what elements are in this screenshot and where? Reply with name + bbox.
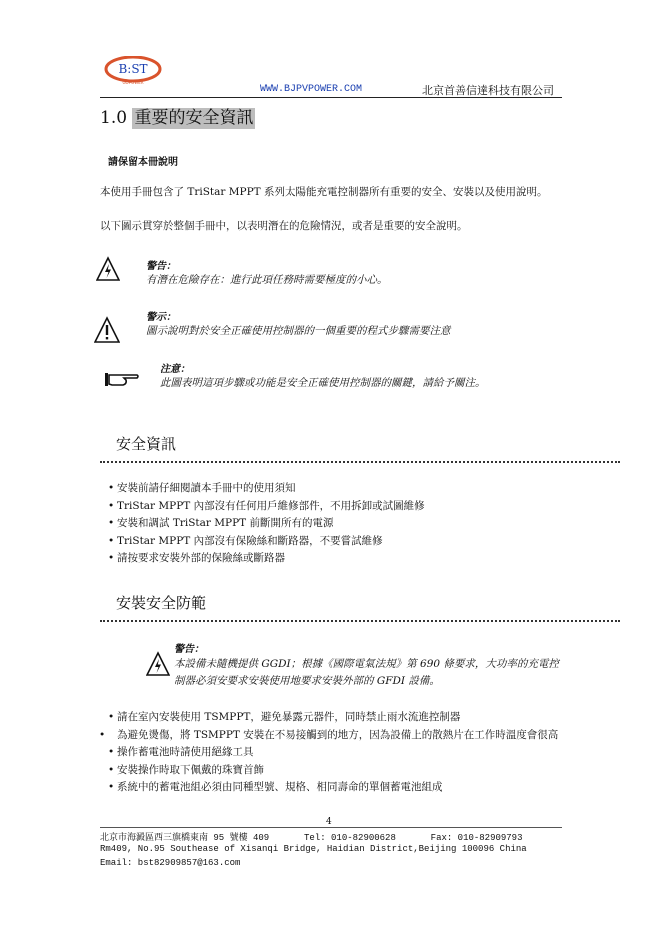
list-item: • 請按要求安裝外部的保險絲或斷路器 [108, 552, 285, 564]
lightning-warning-icon [146, 651, 170, 677]
footer-email[interactable]: Email: bst82909857@163.com [100, 858, 241, 868]
list-item-text: 系統中的蓄電池組必須由同種型號、規格、相同壽命的單個蓄電池組成 [117, 781, 443, 793]
list-item-text: 請在室內安裝使用 TSMPPT，避免暴露元器件，同時禁止雨水流進控制器 [117, 711, 461, 723]
list-item: • 系統中的蓄電池組必須由同種型號、規格、相同壽命的單個蓄電池組成 [108, 781, 443, 793]
warning-title: 警告： [146, 261, 176, 272]
list-item: • TriStar MPPT 內部沒有任何用戶維修部件，不用拆卸或試圖維修 [108, 499, 425, 512]
footer-tel: Tel: 010-82900628 [304, 833, 396, 843]
title-number: 1.0 [100, 108, 128, 128]
list-item-text: 安裝前請仔細閱讀本手冊中的使用須知 [117, 482, 296, 494]
page-title [100, 103, 255, 128]
install-heading: 安裝安全防範 [116, 594, 207, 612]
list-item: • TriStar MPPT 內部沒有保險絲和斷路器，不要嘗試維修 [108, 534, 383, 547]
list-item-text: 請按要求安裝外部的保險絲或斷路器 [117, 552, 285, 564]
svg-text:GOPOWER: GOPOWER [122, 80, 144, 85]
safety-list [108, 480, 425, 568]
footer-fax: Fax: 010-82909793 [430, 833, 523, 843]
list-item-text: 安裝和調試 TriStar MPPT 前斷開所有的電源 [117, 517, 334, 529]
page-number: 4 [326, 817, 332, 827]
note-text: 此圖表明這項步驟或功能是安全正確使用控制器的關鍵，請給予關注。 [160, 377, 486, 389]
list-item: • 安裝前請仔細閱讀本手冊中的使用須知 [108, 482, 296, 494]
install-warning-title: 警告： [174, 644, 204, 655]
list-item-text: 安裝操作時取下佩戴的珠寶首飾 [117, 763, 264, 776]
website-link[interactable]: WWW.BJPVPOWER.COM [260, 84, 363, 95]
list-item: • 請在室內安裝使用 TSMPPT，避免暴露元器件，同時禁止雨水流進控制器 [108, 711, 461, 723]
note-title: 注意： [160, 364, 190, 375]
footer-divider [100, 827, 562, 828]
list-item: • 為避免燙傷，將 TSMPPT 安裝在不易接觸到的地方，因為設備上的散熱片在工作時溫度會很高 [99, 728, 559, 741]
safety-heading: 安全資訊 [116, 435, 177, 453]
list-item: • 安裝操作時取下佩戴的珠寶首飾 [108, 763, 264, 776]
warning-text: 有潛在危險存在：進行此項任務時需要極度的小心。 [146, 274, 388, 286]
company-logo [104, 56, 162, 86]
title-text: 重要的安全資訊 [134, 108, 254, 128]
list-item-text: 為避免燙傷，將 TSMPPT 安裝在不易接觸到的地方，因為設備上的散熱片在工作時溫度會很高 [117, 728, 559, 741]
caution-exclamation-icon [94, 316, 120, 344]
footer-address-en: Rm409, No.95 Southease of Xisanqi Bridge, Haidian District,Beijing 100096 China [100, 844, 527, 854]
caution-text: 圖示說明對於安全正確使用控制器的一個重要的程式步驟需要注意 [146, 325, 451, 337]
pointing-hand-icon [104, 370, 140, 388]
intro-paragraph-1: 本使用手冊包含了 TriStar MPPT 系列太陽能充電控制器所有重要的安全、安裝以及使用說明。 [100, 186, 548, 198]
company-name: 北京首善信達科技有限公司 [422, 84, 554, 97]
safety-divider [100, 461, 620, 463]
install-warning-text: 本設備未隨機提供 GGDI；根據《國際電氣法規》第 690 條要求，大功率的充電控制器必須安要求安裝使用地要求安裝外部的 GFDI 設備。 [174, 658, 559, 687]
lightning-warning-icon [96, 256, 120, 282]
intro-paragraph-2: 以下圖示貫穿於整個手冊中，以表明潛在的危險情況，或者是重要的安全說明。 [100, 220, 468, 232]
intro-subtitle: 請保留本冊說明 [108, 157, 178, 168]
footer-address: 北京市海澱區西三旗橋東南 95 號樓 409 [100, 833, 270, 843]
list-item: • 安裝和調試 TriStar MPPT 前斷開所有的電源 [108, 517, 334, 529]
caution-title: 警示： [146, 312, 176, 323]
footer-address-cn [100, 830, 523, 843]
header-divider [100, 97, 562, 98]
list-item-text: TriStar MPPT 內部沒有任何用戶維修部件，不用拆卸或試圖維修 [117, 499, 425, 512]
install-list [99, 709, 564, 797]
svg-text:B:ST: B:ST [118, 62, 148, 76]
list-item-text: 操作蓄電池時請使用絕緣工具 [117, 746, 254, 758]
list-item-text: TriStar MPPT 內部沒有保險絲和斷路器，不要嘗試維修 [117, 534, 383, 547]
install-divider [100, 620, 620, 622]
list-item: • 操作蓄電池時請使用絕緣工具 [108, 746, 254, 758]
